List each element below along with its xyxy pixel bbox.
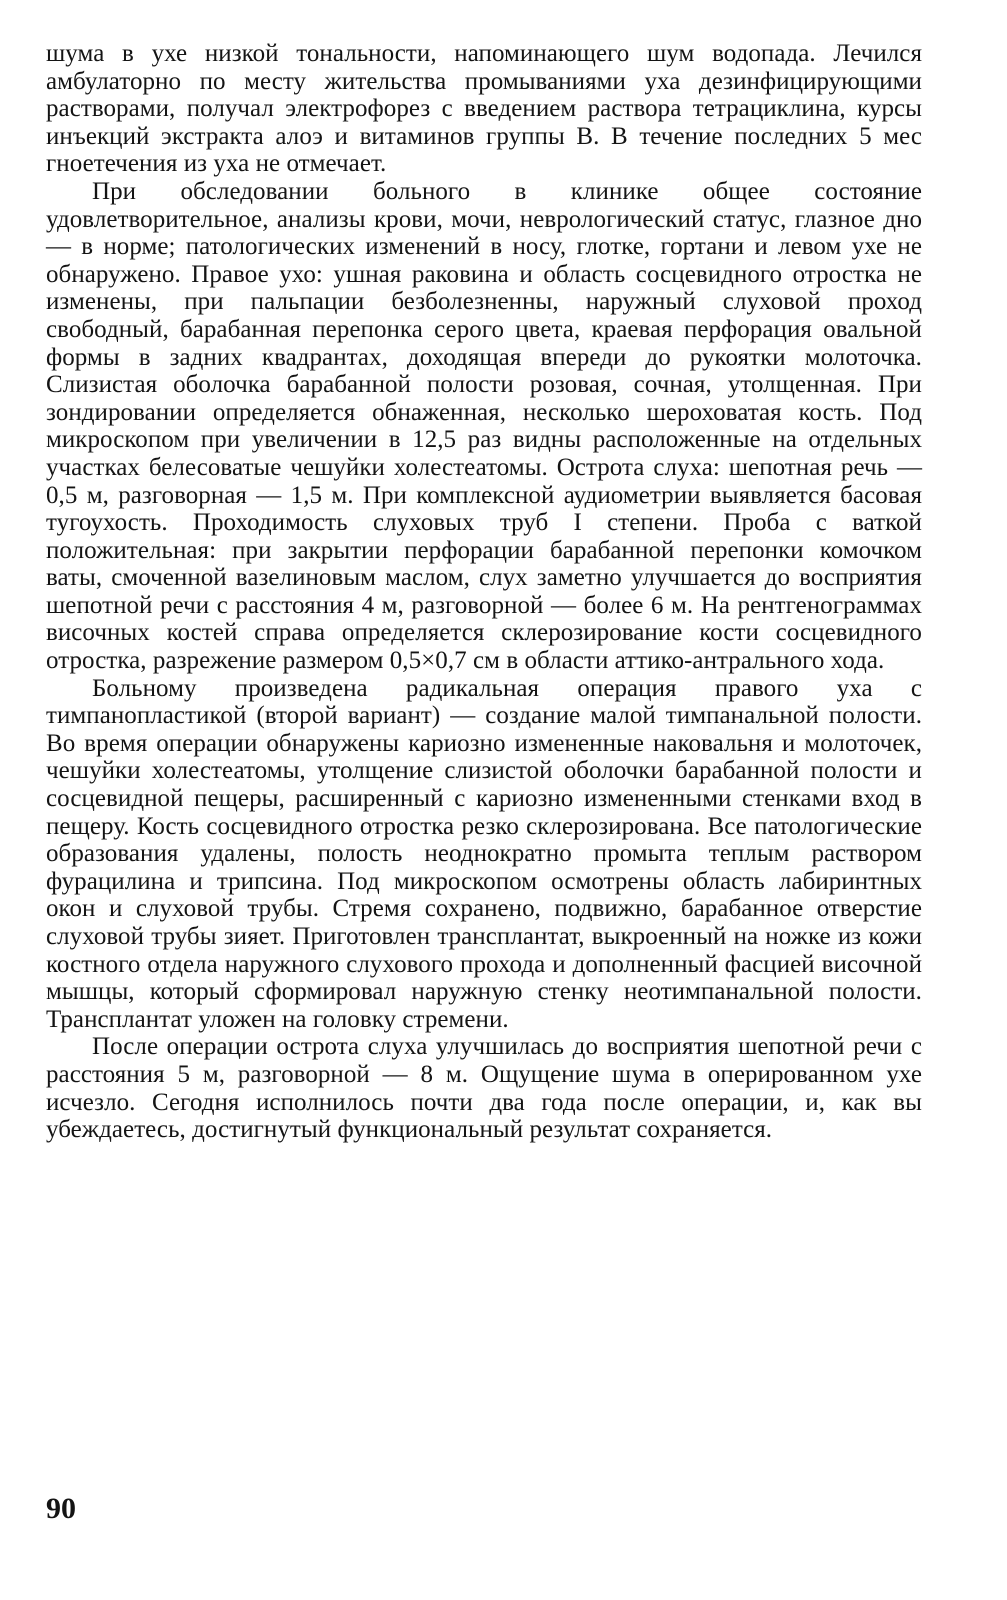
paragraph-outcome: После операции острота слуха улучшилась до восприятия шепотной речи с расстояния 5 м, разговорной — 8 м. Ощущение шума в оперированном ухе исчезло. Сегодня исполнилось почти два года после операции, и, как вы убеждаетесь, достигнутый функциональный результат сохраняется. <box>46 1033 922 1144</box>
paragraph-history-continuation: шума в ухе низкой тональности, напоминающего шум водопада. Лечился амбулаторно по месту жительства промываниями уха дезинфицирующими растворами, получал электрофорез с введением раствора тетрациклина, курсы инъекций экстракта алоэ и витаминов группы В. В течение последних 5 мес гноетечения из уха не отмечает. <box>46 40 922 178</box>
page-number: 90 <box>46 1492 76 1525</box>
paragraph-examination: При обследовании больного в клинике общее состояние удовлетворительное, анализы крови, мочи, неврологический статус, глазное дно — в норме; патологических изменений в носу, глотке, гортани и левом ухе не обнаружено. Правое ухо: ушная раковина и область сосцевидного отростка не изменены, при пальпации безболезненны, наружный слуховой проход свободный, барабанная перепонка серого цвета, краевая перфорация овальной формы в задних квадрантах, доходящая впереди до рукоятки молоточка. Слизистая оболочка барабанной полости розовая, сочная, утолщенная. При зондировании определяется обнаженная, несколько шероховатая кость. Под микроскопом при увеличении в 12,5 раз видны расположенные на отдельных участках белесоватые чешуйки холестеатомы. Острота слуха: шепотная речь — 0,5 м, разговорная — 1,5 м. При комплексной аудиометрии выявляется басовая тугоухость. Проходимость слуховых труб I степени. Проба с ваткой положительная: при закрытии перфорации барабанной перепонки комочком ваты, смоченной вазелиновым маслом, слух заметно улучшается до восприятия шепотной речи с расстояния 4 м, разговорной — более 6 м. На рентгенограммах височных костей справа определяется склерозирование кости сосцевидного отростка, разрежение размером 0,5×0,7 см в области аттико-антрального хода. <box>46 177 922 675</box>
paragraph-operation: Больному произведена радикальная операция правого уха с тимпанопластикой (второй вариант) — создание малой тимпанальной полости. Во время операции обнаружены кариозно измененные наковальня и молоточек, чешуйки холестеатомы, утолщение слизистой оболочки барабанной полости и сосцевидной пещеры, расширенный с кариозно измененными стенками вход в пещеру. Кость сосцевидного отростка резко склерозирована. Все патологические образования удалены, полость неоднократно промыта теплым раствором фурацилина и трипсина. Под микроскопом осмотрены область лабиринтных окон и слуховой трубы. Стремя сохранено, подвижно, барабанное отверстие слуховой трубы зияет. Приготовлен трансплантат, выкроенный на ножке из кожи костного отдела наружного слухового прохода и дополненный фасцией височной мышцы, который сформировал наружную стенку неотимпанальной полости. Трансплантат уложен на головку стремени. <box>46 674 922 1033</box>
book-page <box>46 40 922 1560</box>
